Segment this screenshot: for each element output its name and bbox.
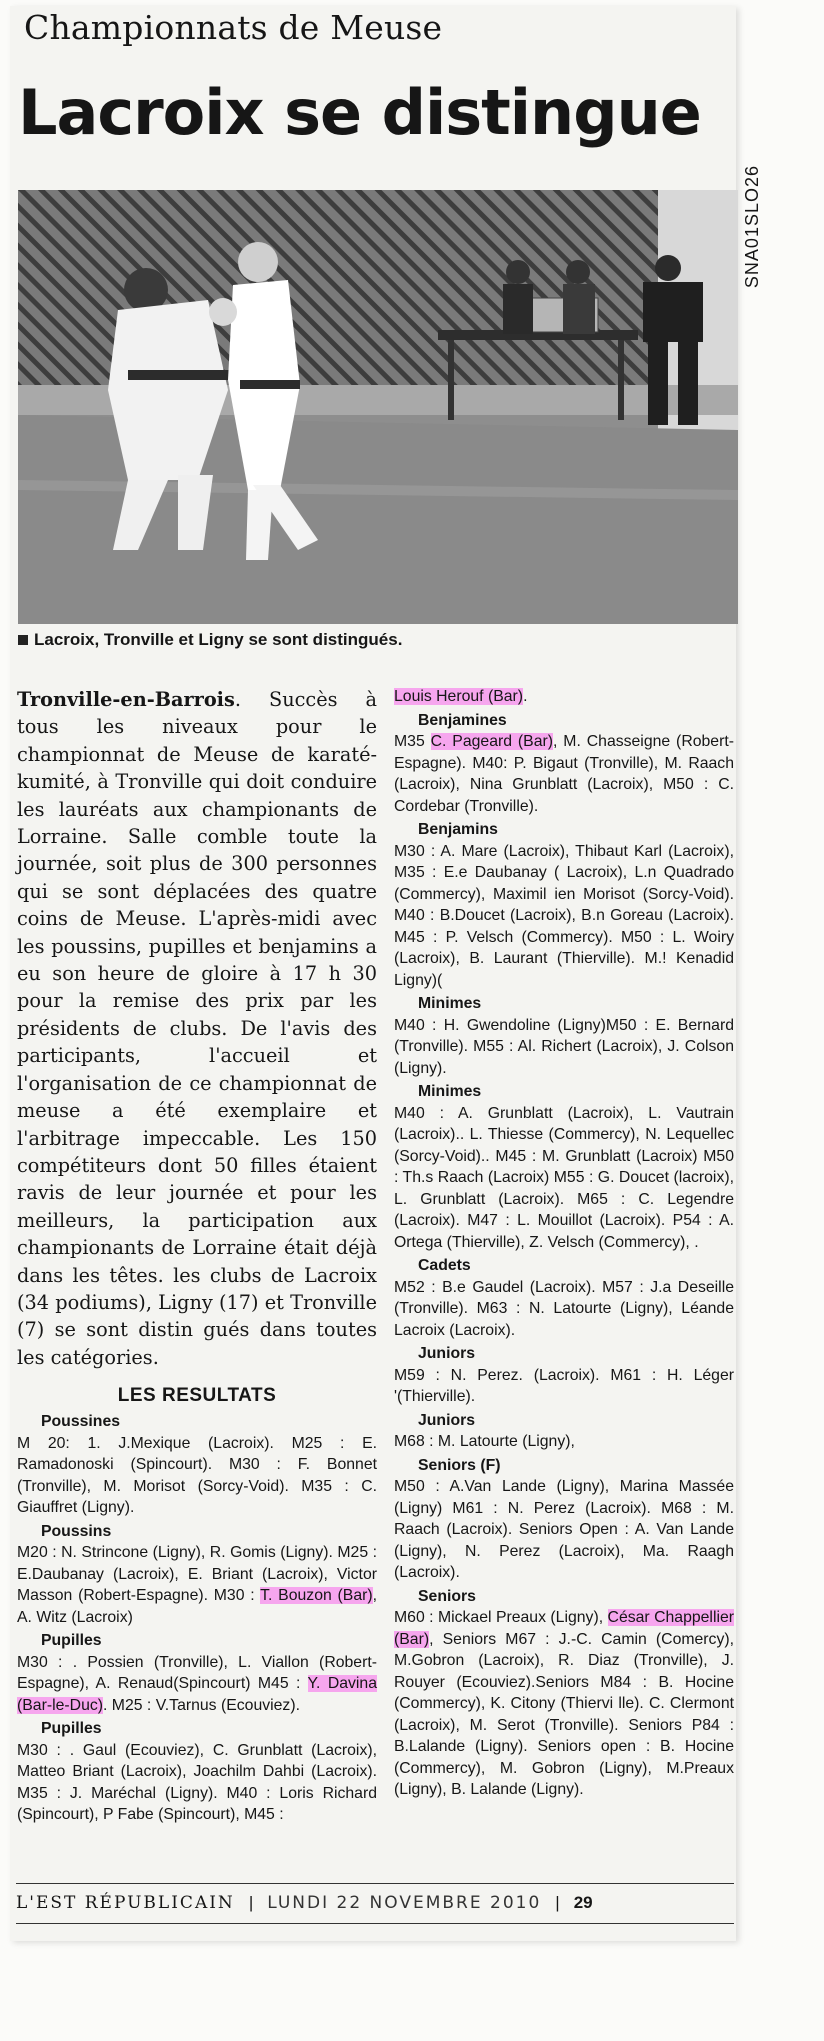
article-column-left: [17, 686, 377, 1826]
results-entry: M35 C. Pageard (Bar), M. Chasseigne (Robert-Espagne). M40: P. Bigaut (Tronville), M. Raach (Lacroix), Nina Grunblatt (Lacroix), M50 : C. Cordebar (Tronville).: [394, 733, 734, 815]
article-body: Tronville-en-Barrois. Succès à tous les niveaux pour le championnat de Meuse de karaté-kumité, à Tronville qui doit conduire les lauréats aux championants de Lorraine. Salle comble toute la journée, soit plus de 300 personnes qui se sont déplacées des quatre coins de Meuse. L'après-midi avec les poussins, pupilles et benjamins a eu son heure de gloire à 17 h 30 pour la remise des prix par les présidents de clubs. De l'avis des participants, l'accueil et l'organisation de ce championnat de meuse a été exemplaire et l'arbitrage impeccable. Les 150 compétiteurs dont 50 filles étaient ravis de leur journée et pour les meilleurs, la participation aux championants de Lorraine était déjà dans les têtes. les clubs de Lacroix (34 podiums), Ligny (17) et Tronville (7) se sont distin gués dans toutes les catégories.: [17, 688, 377, 1369]
results-entry: M60 : Mickael Preaux (Ligny), César Chappellier (Bar), Seniors M67 : J.-C. Camin (Comercy), M.Gobron (Lacroix), R. Diaz (Tronville), J. Rouyer (Ecouviez).Seniors M84 : B. Hocine (Commercy), K. Citony (Thiervi lle). C. Clermont (Lacroix), M. Serot (Tronville). Seniors P84 : B.Lalande (Ligny). Seniors open : B. Hocine (Commercy), M. Gobron (Ligny), M.Preaux (Ligny), B. Lalande (Ligny).: [394, 1609, 735, 1798]
kicker: Championnats de Meuse: [24, 8, 443, 47]
category-heading: Pupilles: [41, 1632, 102, 1650]
highlighted-name: César Chappellier (Bar): [394, 1609, 735, 1648]
results-entry: M52 : B.e Gaudel (Lacroix). M57 : J.a Deseille (Tronville). M63 : N. Latourte (Ligny), Léande Lacroix (Lacroix).: [394, 1278, 734, 1339]
results-entry: Louis Herouf (Bar).: [394, 688, 528, 705]
highlighted-name: C. Pageard (Bar): [430, 733, 554, 750]
category-heading: Seniors (F): [418, 1456, 501, 1474]
newspaper-footer: [16, 1893, 734, 1913]
highlighted-name: Y. Davina (Bar-le-Duc): [17, 1675, 377, 1714]
karate-photo-illustration: [18, 190, 738, 624]
footer-rule-top: [16, 1883, 734, 1884]
footer-separator: |: [248, 1893, 254, 1912]
footer-rule-bottom: [16, 1923, 734, 1924]
results-entry: M 20: 1. J.Mexique (Lacroix). M25 : E. Ramadonoski (Spincourt). M30 : F. Bonnet (Tronville), M. Morisot (Sorcy-Void). M35 : C. Giauffret (Ligny).: [17, 1434, 377, 1517]
results-entry: M40 : H. Gwendoline (Ligny)M50 : E. Bernard (Tronville). M55 : Al. Richert (Lacroix), J. Colson (Ligny).: [394, 1016, 734, 1077]
results-entry: M50 : A.Van Lande (Ligny), Marina Massée (Ligny) M61 : N. Perez (Lacroix). M68 : M. Raach (Lacroix). Seniors Open : A. Van Lande (Ligny), N. Perez (Lacroix), Ma. Raagh (Lacroix).: [394, 1478, 734, 1581]
results-entry: M30 : A. Mare (Lacroix), Thibaut Karl (Lacroix), M35 : E.e Daubanay ( Lacroix), L.n Quadrado (Commercy), Maximil ien Morisot (Sorcy-Void). M40 : B.Doucet (Lacroix), B.n Goreau (Lacroix). M45 : P. Velsch (Commercy). M50 : L. Woiry (Lacroix), B. Laurant (Thierville). M.! Kenadid Ligny)(: [394, 842, 734, 989]
category-heading: Seniors: [418, 1587, 476, 1605]
results-entry: M30 : . Gaul (Ecouviez), C. Grunblatt (Lacroix), Matteo Briant (Lacroix), Joachilm Dahbi (Lacroix). M35 : J. Maréchal (Ligny). M40 : Loris Richard (Spincourt), P Fabe (Spincourt), M45 :: [17, 1741, 377, 1824]
category-heading: Minimes: [418, 1083, 482, 1100]
page-number: 29: [573, 1893, 593, 1912]
category-heading: Benjamins: [418, 821, 498, 838]
article-dateline: Tronville-en-Barrois: [17, 688, 235, 711]
photo-code: SNA01SLO26: [742, 165, 762, 289]
karate-photo: [18, 190, 738, 624]
results-entry: M40 : A. Grunblatt (Lacroix), L. Vautrain (Lacroix).. L. Thiesse (Commercy), N. Lequellec (Sorcy-Void).. M45 : M. Grunblatt (Lacroix) M50 : Th.s Raach (Lacroix) M55 : G. Doucet (lacroix), L. Grunblatt (Lacroix). M65 : C. Legendre (Lacroix). M47 : L. Mouillot (Lacroix). P54 : A. Ortega (Thierville), Z. Velsch (Commercy), .: [394, 1104, 734, 1251]
category-heading: Benjamines: [418, 711, 507, 729]
category-heading: Pupilles: [41, 1720, 102, 1738]
newspaper-name: L'EST RÉPUBLICAIN: [16, 1893, 235, 1913]
category-heading: Poussines: [41, 1413, 121, 1431]
footer-separator: |: [555, 1893, 560, 1912]
results-entry: M59 : N. Perez. (Lacroix). M61 : H. Léger '(Thierville).: [394, 1366, 734, 1405]
publication-date: LUNDI 22 NOVEMBRE 2010: [267, 1893, 542, 1913]
category-heading: Juniors: [418, 1411, 476, 1429]
results-entry: M68 : M. Latourte (Ligny),: [394, 1433, 575, 1450]
photo-caption: Lacroix, Tronville et Ligny se sont distingués.: [18, 630, 402, 650]
category-heading: Cadets: [418, 1257, 471, 1274]
results-title: LES RESULTATS: [117, 1385, 277, 1407]
category-heading: Juniors: [418, 1345, 476, 1362]
category-heading: Poussins: [41, 1522, 112, 1540]
caption-bullet-icon: [18, 635, 28, 645]
article-column-right: [394, 686, 734, 1801]
highlighted-name: T. Bouzon (Bar): [260, 1587, 373, 1605]
results-entry: M20 : N. Strincone (Ligny), R. Gomis (Ligny). M25 : E.Daubanay (Lacroix), E. Briant (Lacroix), Victor Masson (Robert-Espagne). M30 : T. Bouzon (Bar), A. Witz (Lacroix): [17, 1544, 378, 1626]
results-entry: M30 : . Possien (Tronville), L. Viallon (Robert-Espagne), A. Renaud(Spincourt) M45 : Y. Davina (Bar-le-Duc). M25 : V.Tarnus (Ecouviez).: [17, 1653, 377, 1714]
headline: Lacroix se distingue: [18, 76, 701, 149]
category-heading: Minimes: [418, 995, 482, 1012]
highlighted-name: Louis Herouf (Bar): [394, 688, 524, 705]
